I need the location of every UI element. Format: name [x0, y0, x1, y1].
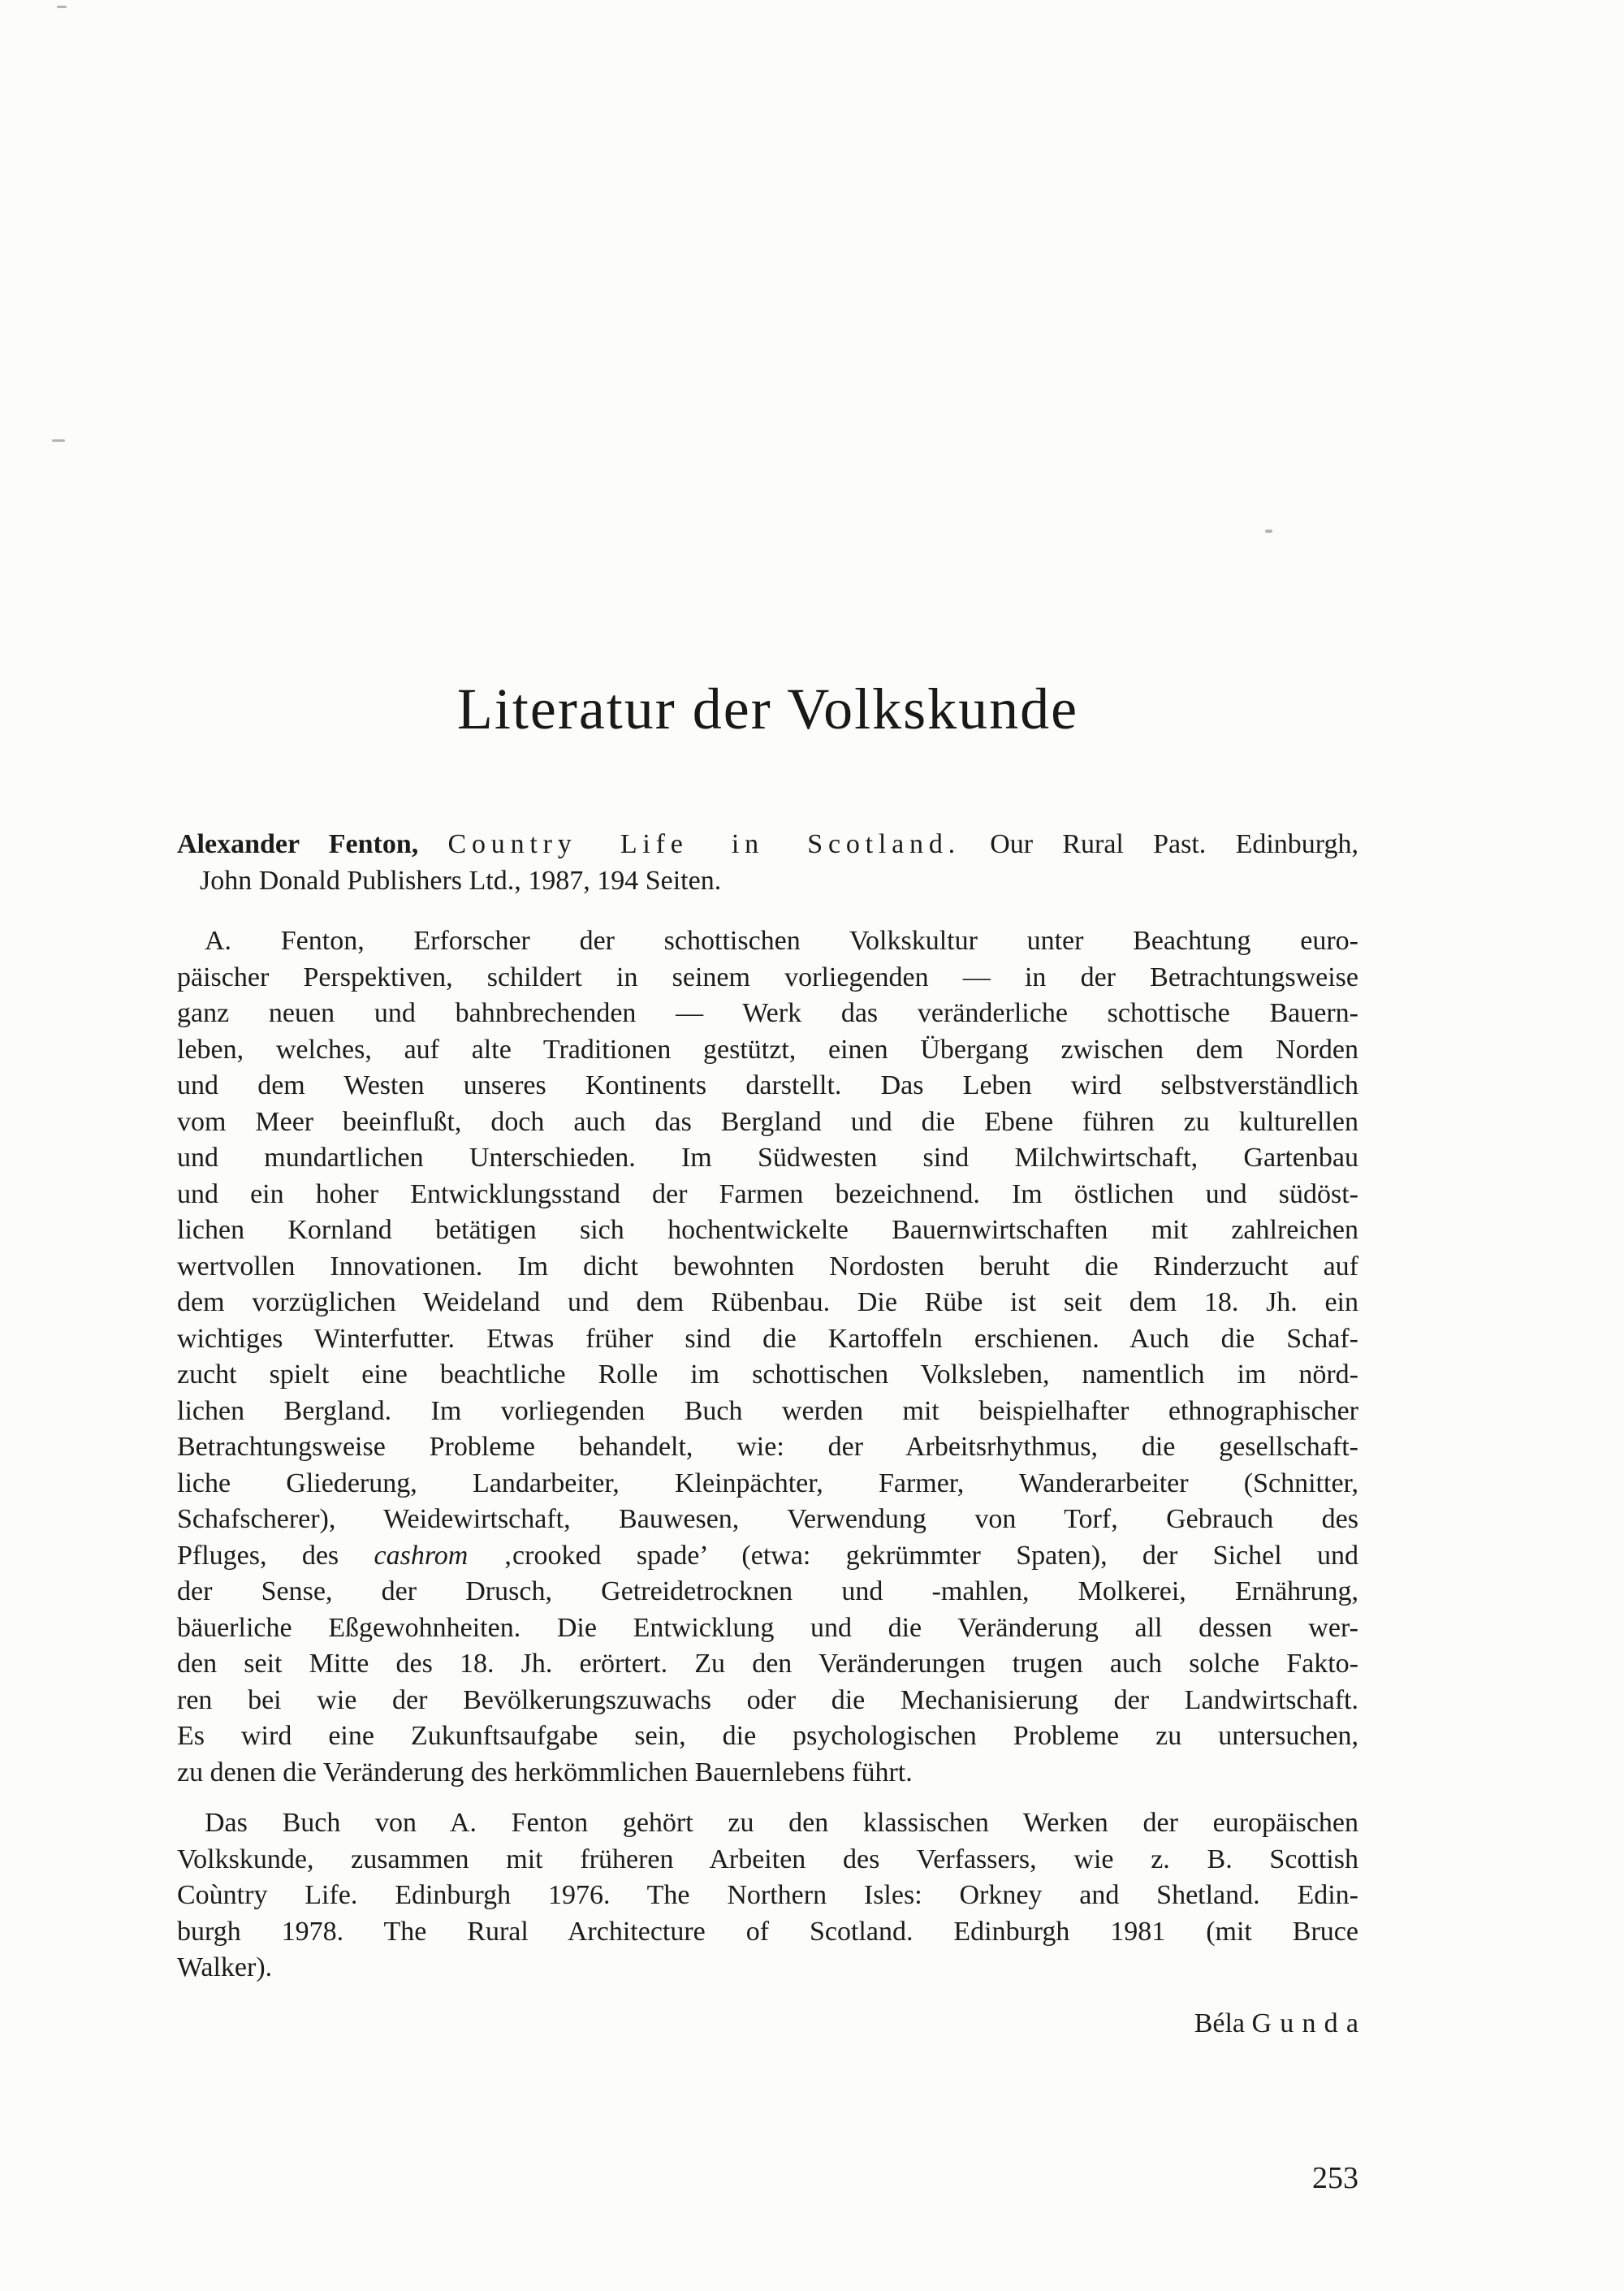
text-line: ren bei wie der Bevölkerungszuwachs oder die Mechanisierung der Landwirtschaft.	[177, 1684, 1358, 1715]
text-line: liche Gliederung, Landarbeiter, Kleinpächter, Farmer, Wanderarbeiter (Schnitter,	[177, 1468, 1358, 1498]
text-line: Das Buch von A. Fenton gehört zu den klassischen Werken der europäischen	[205, 1808, 1358, 1838]
scan-artifact	[1265, 530, 1272, 533]
text-line: lichen Bergland. Im vorliegenden Buch werden mit beispielhafter ethnographischer	[177, 1395, 1358, 1426]
text-line: und ein hoher Entwicklungsstand der Farmen bezeichnend. Im östlichen und südöst-	[177, 1178, 1358, 1209]
review-paragraph-2	[177, 1805, 1358, 1986]
text-line: bäuerliche Eßgewohnheiten. Die Entwicklung und die Veränderung all dessen wer-	[177, 1612, 1358, 1643]
scan-artifact	[52, 439, 65, 442]
text-line: der Sense, der Drusch, Getreidetrocknen und -mahlen, Molkerei, Ernährung,	[177, 1576, 1358, 1606]
text-line: ganz neuen und bahnbrechenden — Werk das veränderliche schottische Bauern-	[177, 998, 1358, 1028]
reviewer-given-name: Béla	[1194, 2008, 1246, 2038]
text-line: zucht spielt eine beachtliche Rolle im schottischen Volksleben, namentlich im nörd-	[177, 1359, 1358, 1390]
page-number: 253	[1312, 2161, 1358, 2195]
scan-artifact	[57, 6, 67, 8]
text-line: Coùntry Life. Edinburgh 1976. The Northern Isles: Orkney and Shetland. Edin-	[177, 1880, 1358, 1910]
book-citation	[177, 827, 1358, 899]
text-line: päischer Perspektiven, schildert in seinem vorliegenden — in der Betrachtungsweise	[177, 962, 1358, 992]
text-line: vom Meer beeinflußt, doch auch das Bergland und die Ebene führen zu kulturellen	[177, 1106, 1358, 1137]
reviewer-signature	[177, 2006, 1367, 2042]
text-segment: ‚crooked spade’ (etwa: gekrümmter Spaten), der Sichel und	[468, 1540, 1358, 1571]
citation-line-2: John Donald Publishers Ltd., 1987, 194 Seiten.	[200, 865, 722, 896]
text-line: lichen Kornland betätigen sich hochentwickelte Bauernwirtschaften mit zahlreichen	[177, 1215, 1358, 1245]
text-line: Es wird eine Zukunftsaufgabe sein, die psychologischen Probleme zu untersuchen,	[177, 1721, 1358, 1751]
text-segment: Pfluges, des	[177, 1540, 374, 1571]
text-line: und mundartlichen Unterschieden. Im Südwesten sind Milchwirtschaft, Gartenbau	[177, 1143, 1358, 1173]
text-line: wichtiges Winterfutter. Etwas früher sind die Kartoffeln erschienen. Auch die Schaf-	[177, 1323, 1358, 1354]
text-line: Volkskunde, zusammen mit früheren Arbeiten des Verfassers, wie z. B. Scottish	[177, 1844, 1358, 1874]
text-line: Walker).	[177, 1952, 273, 1982]
text-line-with-italic	[177, 1538, 1358, 1575]
text-line: burgh 1978. The Rural Architecture of Scotland. Edinburgh 1981 (mit Bruce	[177, 1916, 1358, 1947]
text-line: wertvollen Innovationen. Im dicht bewohnten Nordosten beruht die Rinderzucht auf	[177, 1251, 1358, 1282]
text-line: und dem Westen unseres Kontinents darstellt. Das Leben wird selbstverständlich	[177, 1070, 1358, 1100]
text-line: Betrachtungsweise Probleme behandelt, wie: der Arbeitsrhythmus, die gesellschaft-	[177, 1432, 1358, 1462]
review-paragraph-1	[177, 923, 1358, 1791]
reviewer-family-name: Gunda	[1251, 2008, 1367, 2038]
text-line: leben, welches, auf alte Traditionen gestützt, einen Übergang zwischen dem Norden	[177, 1034, 1358, 1065]
text-column	[177, 827, 1367, 2042]
italic-term: cashrom	[374, 1540, 469, 1571]
citation-book-title: Country Life in Scotland.	[447, 829, 961, 859]
text-line: zu denen die Veränderung des herkömmlichen Bauernlebens führt.	[177, 1757, 913, 1787]
text-line: A. Fenton, Erforscher der schottischen Volkskultur unter Beachtung euro-	[205, 926, 1358, 956]
text-line: Schafscherer), Weidewirtschaft, Bauwesen, Verwendung von Torf, Gebrauch des	[177, 1504, 1358, 1534]
text-line: den seit Mitte des 18. Jh. erörtert. Zu den Veränderungen trugen auch solche Fakto-	[177, 1649, 1358, 1679]
text-line: dem vorzüglichen Weideland und dem Rübenbau. Die Rübe ist seit dem 18. Jh. ein	[177, 1287, 1358, 1317]
page-title: Literatur der Volkskunde	[456, 676, 1079, 741]
citation-author: Alexander Fenton,	[177, 829, 419, 859]
citation-rest: Our Rural Past. Edinburgh,	[990, 829, 1358, 859]
citation-line-1	[177, 827, 1358, 863]
